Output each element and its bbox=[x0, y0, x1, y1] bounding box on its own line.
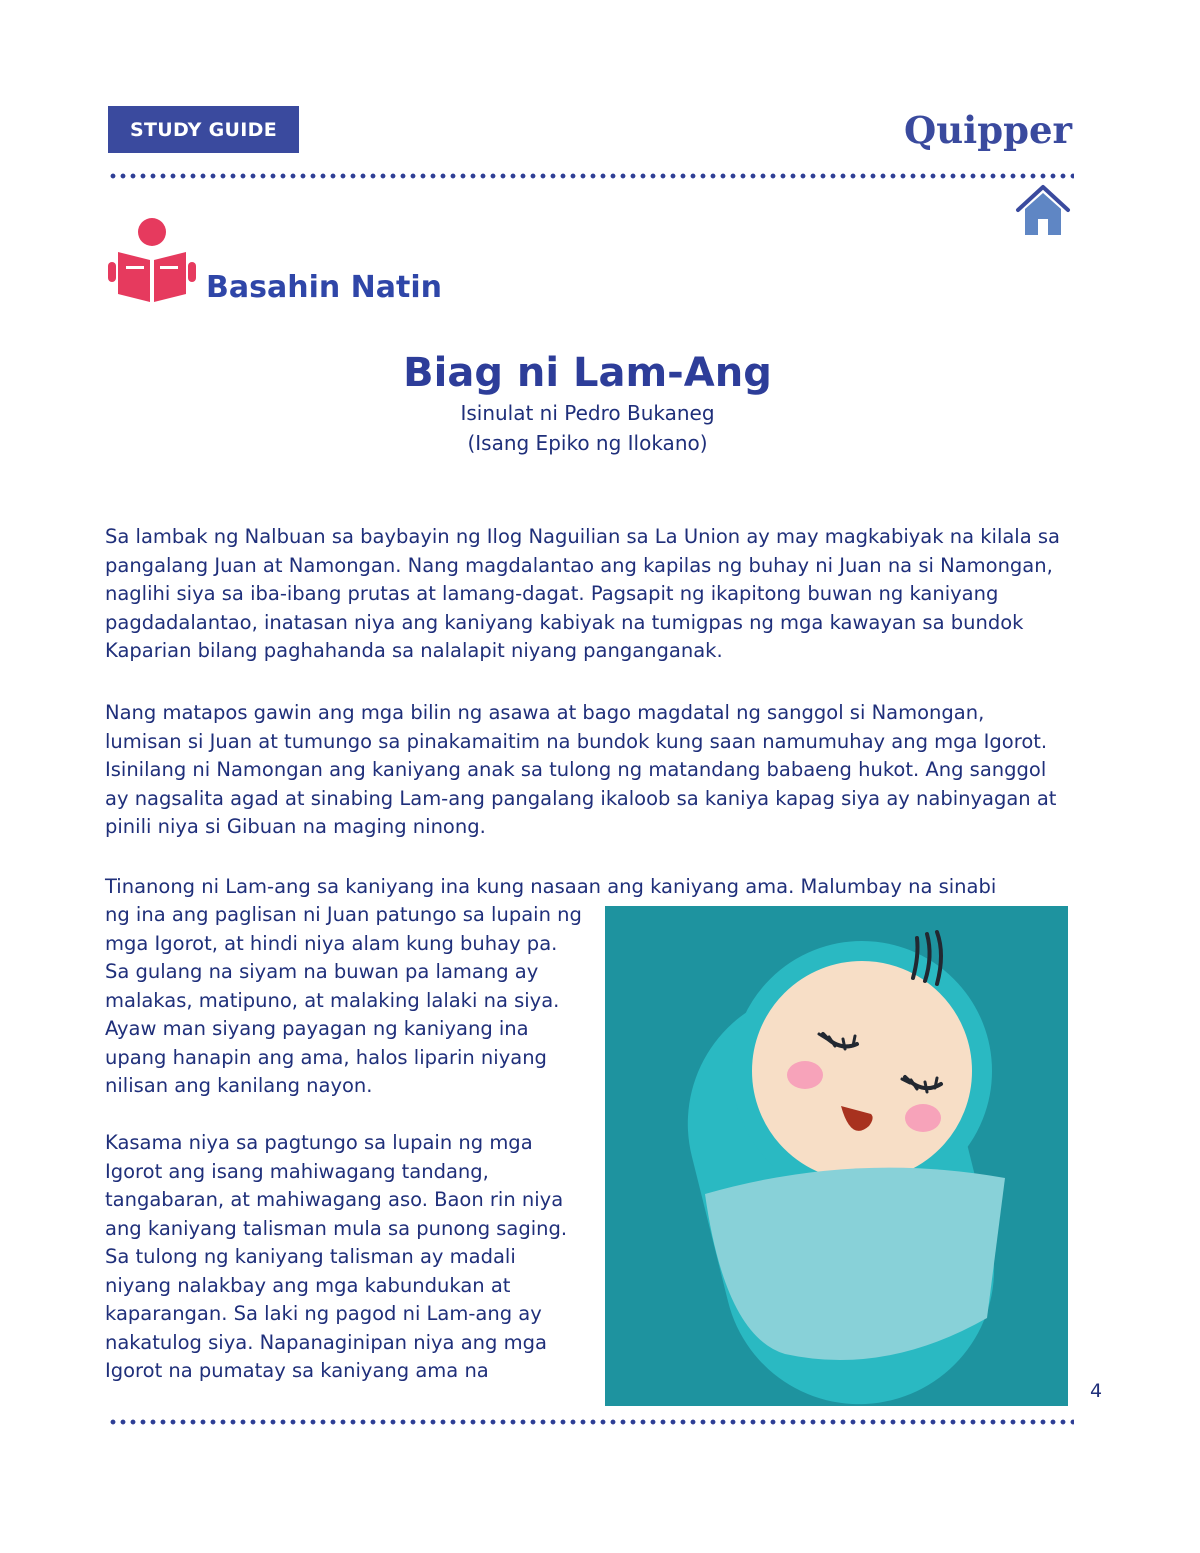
paragraph: Kasama niya sa pagtungo sa lupain ng mga Igorot ang isang mahiwagang tandang, tangabaran, at mahiwagang aso. Baon rin niya ang kaniyang talisman mula sa punong saging. Sa tulong ng kaniyang talisman ay madali niyang nalakbay ang mga kabundukan at kaparangan. Sa laki ng pagod ni Lam-ang ay nakatulog siya. Napanaginipan niya ang mga Igorot na pumatay sa kaniyang ama na bbox=[105, 1131, 568, 1382]
quipper-logo: Quipper bbox=[904, 108, 1072, 152]
document-subtitle: (Isang Epiko ng Ilokano) bbox=[467, 431, 708, 455]
top-divider bbox=[108, 173, 1074, 179]
reader-icon bbox=[106, 214, 198, 306]
baby-swaddle-icon bbox=[605, 906, 1068, 1406]
baby-illustration bbox=[605, 906, 1068, 1406]
bottom-divider bbox=[108, 1419, 1074, 1425]
page-number: 4 bbox=[1090, 1380, 1103, 1402]
paragraph: Tinanong ni Lam-ang sa kaniyang ina kung nasaan ang kaniyang ama. Malumbay na sinabi bbox=[105, 875, 997, 898]
study-guide-badge: STUDY GUIDE bbox=[108, 106, 299, 153]
paragraph: Nang matapos gawin ang mga bilin ng asawa at bago magdatal ng sanggol si Namongan, lumisan si Juan at tumungo sa pinakamaitim na bundok kung saan namumuhay ang mga Igorot. Isinilang ni Namongan ang kaniyang anak sa tulong ng matandang babaeng hukot. Ang sanggol ay nagsalita agad at sinabing Lam-ang pangalang ikaloob sa kaniya kapag siya ay nabinyagan at pinili niya si Gibuan na maging ninong. bbox=[105, 701, 1057, 838]
home-icon[interactable] bbox=[1014, 183, 1072, 237]
document-title: Biag ni Lam-Ang bbox=[403, 350, 772, 396]
section-title: Basahin Natin bbox=[206, 270, 442, 305]
document-author: Isinulat ni Pedro Bukaneg bbox=[460, 401, 715, 425]
paragraph: Sa lambak ng Nalbuan sa baybayin ng Ilog Naguilian sa La Union ay may magkabiyak na kilala sa pangalang Juan at Namongan. Nang magdalantao ang kapilas ng buhay ni Juan na si Namongan, naglihi siya sa iba-ibang prutas at lamang-dagat. Pagsapit ng ikapitong buwan ng kaniyang pagdadalantao, inatasan niya ang kaniyang kabiyak na tumigpas ng mga kawayan sa bundok Kaparian bilang paghahanda sa nalalapit niyang panganganak. bbox=[105, 525, 1060, 662]
paragraph: ng ina ang paglisan ni Juan patungo sa lupain ng mga Igorot, at hindi niya alam kung buhay pa. Sa gulang na siyam na buwan pa lamang ay malakas, matipuno, at malaking lalaki na siya. Ayaw man siyang payagan ng kaniyang ina upang hanapin ang ama, halos liparin niyang nilisan ang kanilang nayon. bbox=[105, 903, 582, 1097]
